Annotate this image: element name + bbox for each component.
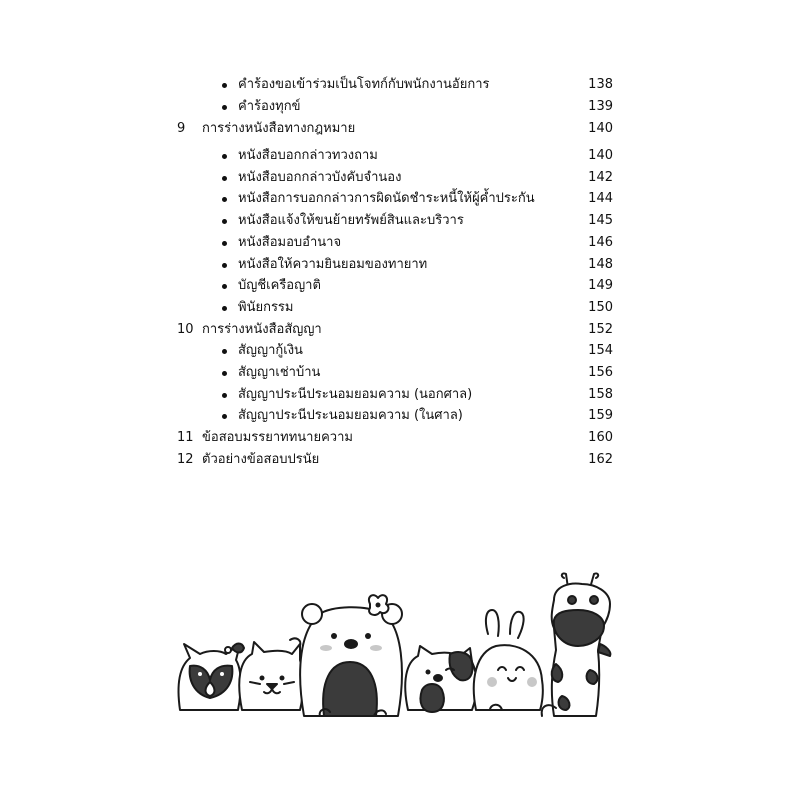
- bullet-icon: [222, 371, 227, 376]
- bullet-icon: [222, 197, 227, 202]
- toc-entry-title: สัญญาประนีประนอมยอมความ (นอกศาล): [238, 387, 473, 402]
- toc-page-number: 154: [588, 343, 613, 358]
- toc-page-number: 138: [588, 77, 613, 92]
- round-cat-icon: [405, 646, 476, 712]
- chapter-number: 11: [177, 430, 194, 445]
- bullet-icon: [222, 83, 227, 88]
- toc-page-number: 150: [588, 300, 613, 315]
- toc-chapter-row: [0, 449, 800, 471]
- bullet-icon: [222, 263, 227, 268]
- bullet-icon: [222, 306, 227, 311]
- toc-row: [0, 384, 800, 406]
- chapter-title: การร่างหนังสือทางกฎหมาย: [202, 121, 356, 136]
- cat-icon: [232, 638, 303, 710]
- bullet-icon: [222, 219, 227, 224]
- toc-entry-title: หนังสือการบอกกล่าวการผิดนัดชำระหนี้ให้ผู้ค้ำประกัน: [238, 191, 535, 206]
- toc-row: [0, 232, 800, 254]
- giraffe-icon: [542, 573, 611, 716]
- toc-entry-title: พินัยกรรม: [238, 300, 294, 315]
- toc-entry-title: สัญญาประนีประนอมยอมความ (ในศาล): [238, 408, 463, 423]
- toc-page-number: 160: [588, 430, 613, 445]
- bullet-icon: [222, 176, 227, 181]
- toc-page-number: 156: [588, 365, 613, 380]
- toc-page-number: 159: [588, 408, 613, 423]
- toc-row: [0, 210, 800, 232]
- toc-row: [0, 297, 800, 319]
- toc-entry-title: หนังสือมอบอำนาจ: [238, 235, 342, 250]
- toc-row: [0, 145, 800, 167]
- bullet-icon: [222, 349, 227, 354]
- chapter-title: ตัวอย่างข้อสอบปรนัย: [202, 452, 320, 467]
- bullet-icon: [222, 154, 227, 159]
- toc-entry-title: สัญญากู้เงิน: [238, 343, 303, 358]
- bullet-icon: [222, 241, 227, 246]
- toc-page-number: 139: [588, 99, 613, 114]
- bear-icon: [300, 595, 402, 716]
- bullet-icon: [222, 414, 227, 419]
- toc-page-number: 152: [588, 322, 613, 337]
- toc-page-number: 144: [588, 191, 613, 206]
- chapter-number: 10: [177, 322, 194, 337]
- chapter-title: ข้อสอบมรรยาททนายความ: [202, 430, 353, 445]
- toc-entry-title: หนังสือแจ้งให้ขนย้ายทรัพย์สินและบริวาร: [238, 213, 464, 228]
- toc-page-number: 158: [588, 387, 613, 402]
- toc-entry-title: หนังสือบอกกล่าวทวงถาม: [238, 148, 378, 163]
- toc-page-number: 146: [588, 235, 613, 250]
- toc-chapter-row: [0, 118, 800, 140]
- toc-page-number: 162: [588, 452, 613, 467]
- toc-row: [0, 275, 800, 297]
- toc-chapter-row: [0, 427, 800, 449]
- toc-chapter-row: [0, 319, 800, 341]
- cute-animals-illustration: [170, 570, 630, 730]
- toc-entry-title: คำร้องทุกข์: [238, 99, 301, 114]
- toc-row: [0, 362, 800, 384]
- chapter-title: การร่างหนังสือสัญญา: [202, 322, 322, 337]
- toc-page-number: 142: [588, 170, 613, 185]
- toc-page-number: 145: [588, 213, 613, 228]
- toc-entry-title: คำร้องขอเข้าร่วมเป็นโจทก์กับพนักงานอัยการ: [238, 77, 490, 92]
- toc-page-number: 140: [588, 148, 613, 163]
- toc-row: [0, 167, 800, 189]
- bullet-icon: [222, 284, 227, 289]
- toc-entry-title: หนังสือบอกกล่าวบังคับจำนอง: [238, 170, 402, 185]
- toc-row: [0, 188, 800, 210]
- toc-row: [0, 74, 800, 96]
- bullet-icon: [222, 105, 227, 110]
- toc-row: [0, 96, 800, 118]
- chapter-number: 12: [177, 452, 194, 467]
- toc-row: [0, 405, 800, 427]
- rabbit-icon: [474, 610, 543, 710]
- toc-page-number: 148: [588, 257, 613, 272]
- toc-entry-title: บัญชีเครือญาติ: [238, 278, 321, 293]
- fox-icon: [178, 644, 240, 710]
- chapter-number: 9: [177, 121, 186, 136]
- bullet-icon: [222, 393, 227, 398]
- toc-entry-title: หนังสือให้ความยินยอมของทายาท: [238, 257, 428, 272]
- toc-row: [0, 254, 800, 276]
- toc-page-number: 140: [588, 121, 613, 136]
- toc-entry-title: สัญญาเช่าบ้าน: [238, 365, 321, 380]
- toc-page-number: 149: [588, 278, 613, 293]
- toc-row: [0, 340, 800, 362]
